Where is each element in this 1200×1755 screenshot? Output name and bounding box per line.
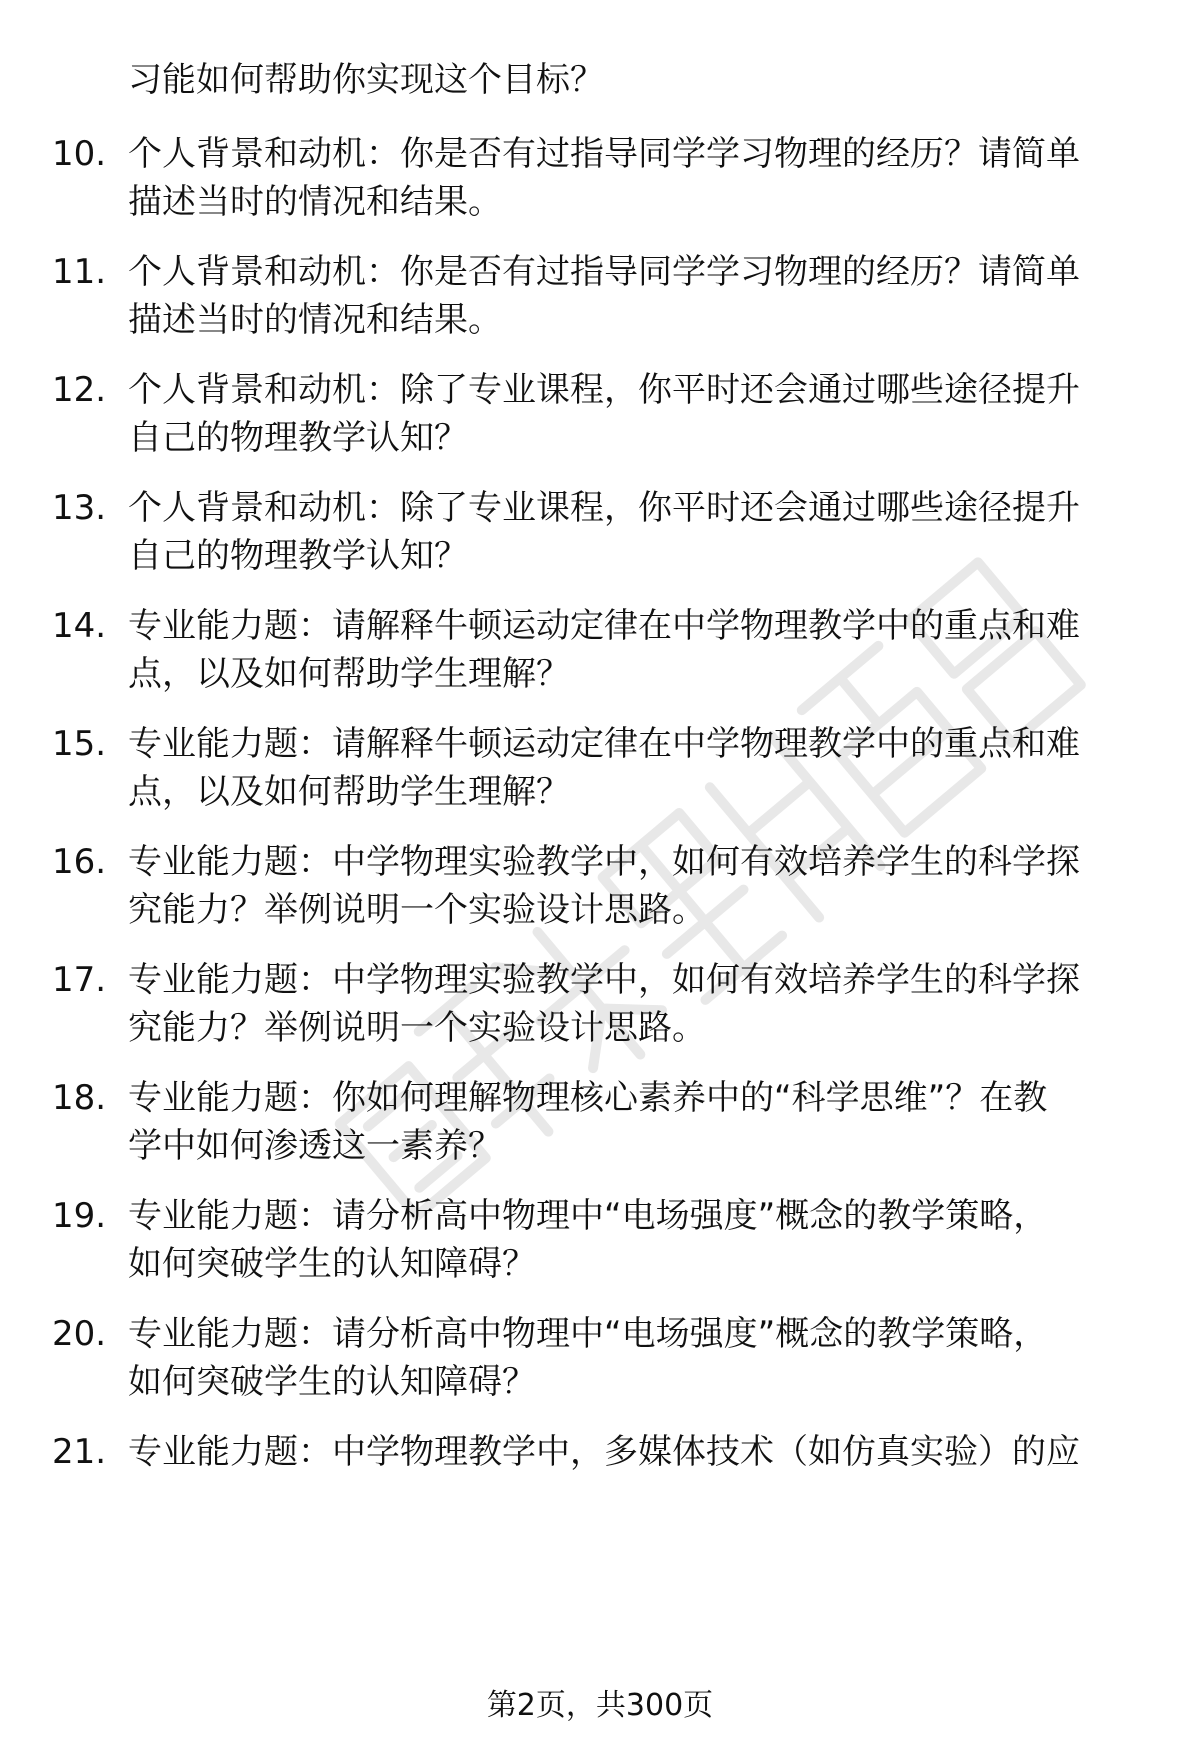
page-footer: 第2页，共300页 [486, 1688, 714, 1723]
item-text-line-1: 专业能力题：你如何理解物理核心素养中的“科学思维”？在教 [128, 1078, 1048, 1118]
item-text-line-2: 自己的物理教学认知？ [128, 536, 468, 576]
item-text-line-2: 究能力？举例说明一个实验设计思路。 [128, 1008, 706, 1048]
item-number: 14. [52, 606, 107, 646]
item-number: 18. [52, 1078, 107, 1118]
item-text-line-1: 个人背景和动机：你是否有过指导同学学习物理的经历？请简单 [128, 252, 1080, 292]
item-number: 15. [52, 724, 107, 764]
item-number: 13. [52, 488, 107, 528]
item-text-line-2: 如何突破学生的认知障碍？ [128, 1362, 536, 1402]
item-number: 21. [52, 1432, 107, 1472]
item-text-line-1: 专业能力题：请解释牛顿运动定律在中学物理教学中的重点和难 [128, 606, 1080, 646]
item-text-line-2: 如何突破学生的认知障碍？ [128, 1244, 536, 1284]
item-number: 16. [52, 842, 107, 882]
item-text-line-1: 个人背景和动机：除了专业课程，你平时还会通过哪些途径提升 [128, 488, 1080, 528]
item-number: 20. [52, 1314, 107, 1354]
continuation-line: 习能如何帮助你实现这个目标？ [128, 60, 604, 100]
item-text-line-1: 个人背景和动机：你是否有过指导同学学习物理的经历？请简单 [128, 134, 1080, 174]
item-text-line-2: 自己的物理教学认知？ [128, 418, 468, 458]
item-text-line-2: 描述当时的情况和结果。 [128, 182, 502, 222]
item-text-line-2: 究能力？举例说明一个实验设计思路。 [128, 890, 706, 930]
item-text-line-2: 描述当时的情况和结果。 [128, 300, 502, 340]
item-number: 10. [52, 134, 107, 174]
item-text-line-1: 专业能力题：请解释牛顿运动定律在中学物理教学中的重点和难 [128, 724, 1080, 764]
item-text-line-2: 点，以及如何帮助学生理解？ [128, 654, 570, 694]
item-number: 19. [52, 1196, 107, 1236]
item-text-line-1: 个人背景和动机：除了专业课程，你平时还会通过哪些途径提升 [128, 370, 1080, 410]
item-text-line-1: 专业能力题：请分析高中物理中“电场强度”概念的教学策略， [128, 1314, 1048, 1354]
item-number: 11. [52, 252, 107, 292]
item-text-line-1: 专业能力题：中学物理实验教学中，如何有效培养学生的科学探 [128, 842, 1080, 882]
item-text-line-1: 专业能力题：中学物理实验教学中，如何有效培养学生的科学探 [128, 960, 1080, 1000]
item-text-line-1: 专业能力题：中学物理教学中，多媒体技术（如仿真实验）的应 [128, 1432, 1080, 1472]
item-number: 12. [52, 370, 107, 410]
item-text-line-2: 点，以及如何帮助学生理解？ [128, 772, 570, 812]
item-text-line-1: 专业能力题：请分析高中物理中“电场强度”概念的教学策略， [128, 1196, 1048, 1236]
item-number: 17. [52, 960, 107, 1000]
item-text-line-2: 学中如何渗透这一素养？ [128, 1126, 502, 1166]
